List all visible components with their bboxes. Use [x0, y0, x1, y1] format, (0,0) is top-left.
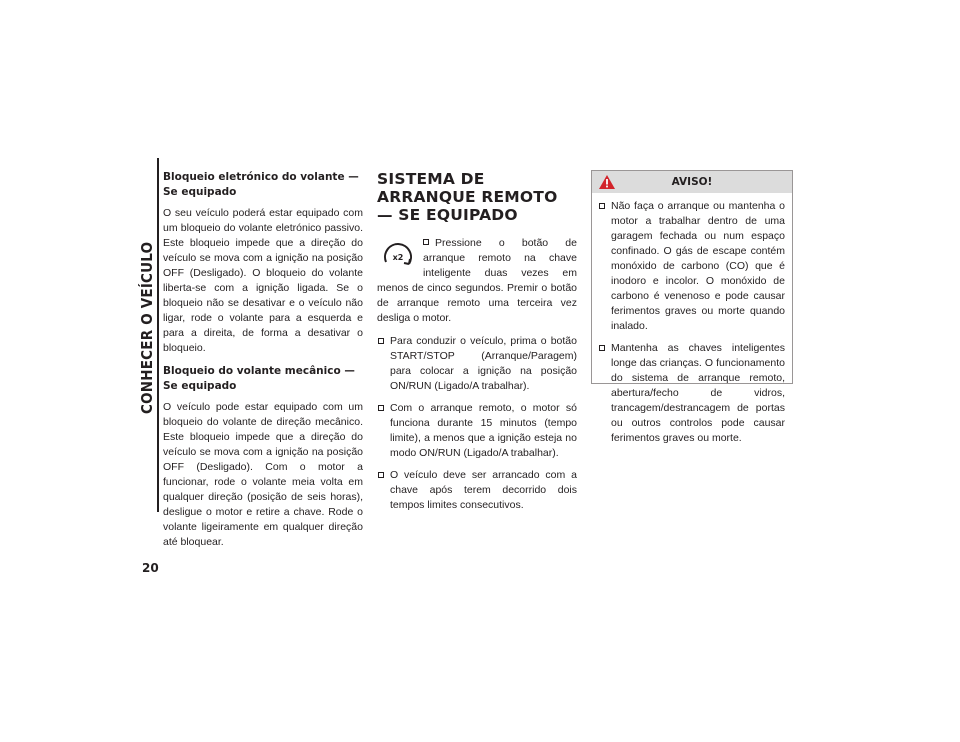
bullet-text: Mantenha as chaves inteligentes longe das crianças. O funcionamento do sistema de arranque remoto, abertura/fecho de vidros, trancagem/destrancagem de portas ou outros controlos pode causar ferimentos graves ou morte. [611, 342, 785, 444]
warning-box [591, 170, 793, 444]
bullet-box-icon [378, 338, 384, 344]
bullet-box-icon [378, 405, 384, 411]
bullet-text: Não faça o arranque ou mantenha o motor a trabalhar dentro de uma garagem fechada ou num espaço confinado. O gás de escape contém monóxido de carbono (CO) que é inodoro e incolor. O monóxido de carbono é venenoso e pode causar ferimentos graves ou morte quando inalado. [611, 200, 785, 332]
warning-triangle-icon [598, 174, 616, 190]
warning-title: AVISO! [671, 176, 713, 188]
section-title: SISTEMA DE ARRANQUE REMOTO — SE EQUIPADO [377, 170, 558, 224]
remote-icon-label: x2 [392, 253, 404, 262]
warning-body [592, 193, 792, 446]
para-mechanical-lock: O veículo pode estar equipado com um bloqueio do volante de direção mecânico. Este bloqueio impede que a direção do veículo se mova com a ignição na posição OFF (Desligado). Com o motor a funcionar, rode o volante meia volta em qualquer direção (posição de seis horas), desligue o motor e retire a chave. Rode o volante ligeiramente em qualquer direção até bloquear. [163, 401, 363, 548]
bullet-consecutive [377, 468, 577, 513]
page-number: 20 [142, 561, 159, 575]
bullet-box-icon [599, 203, 605, 209]
bullet-text: O veículo deve ser arrancado com a chave após terem decorrido dois tempos limites consecutivos. [390, 469, 577, 511]
bullet-text: Pressione o botão de arranque remoto na chave inteligente duas vezes em menos de cinco segundos. Premir o botão de arranque remoto uma terceira vez desliga o motor. [377, 237, 577, 324]
column-middle [377, 170, 577, 520]
warning-header [592, 171, 792, 193]
column-left [163, 170, 363, 558]
heading-electronic-lock: Bloqueio eletrónico do volante — Se equipado [163, 171, 359, 198]
remote-start-bullet-press [377, 236, 577, 326]
chapter-rule [157, 158, 159, 512]
bullet-timeout [377, 401, 577, 461]
warning-bullet-children [598, 341, 785, 446]
chapter-tab [138, 158, 160, 512]
heading-mechanical-lock: Bloqueio do volante mecânico — Se equipado [163, 365, 355, 392]
bullet-box-icon [423, 239, 429, 245]
para-electronic-lock: O seu veículo poderá estar equipado com um bloqueio do volante eletrónico passivo. Este bloqueio impede que a direção do veículo se mova com a ignição na posição OFF (Desligado). O bloqueio do volante liberta-se com a ignição ligada. Se o bloqueio não se desativar e o veículo não ligar, rode o volante para a esquerda e para a direita, de forma a desativar o bloqueio. [163, 207, 363, 354]
chapter-title: CONHECER O VEÍCULO [138, 241, 156, 414]
bullet-text: Para conduzir o veículo, prima o botão START/STOP (Arranque/Paragem) para colocar a ignição na posição ON/RUN (Ligado/A trabalhar). [390, 335, 577, 392]
bullet-box-icon [378, 472, 384, 478]
bullet-box-icon [599, 345, 605, 351]
warning-bullet-garage [598, 199, 785, 334]
remote-start-x2-icon [381, 240, 415, 274]
bullet-drive [377, 334, 577, 394]
bullet-text: Com o arranque remoto, o motor só funciona durante 15 minutos (tempo limite), a menos que a ignição esteja no modo ON/RUN (Ligado/A trabalhar). [390, 402, 577, 459]
